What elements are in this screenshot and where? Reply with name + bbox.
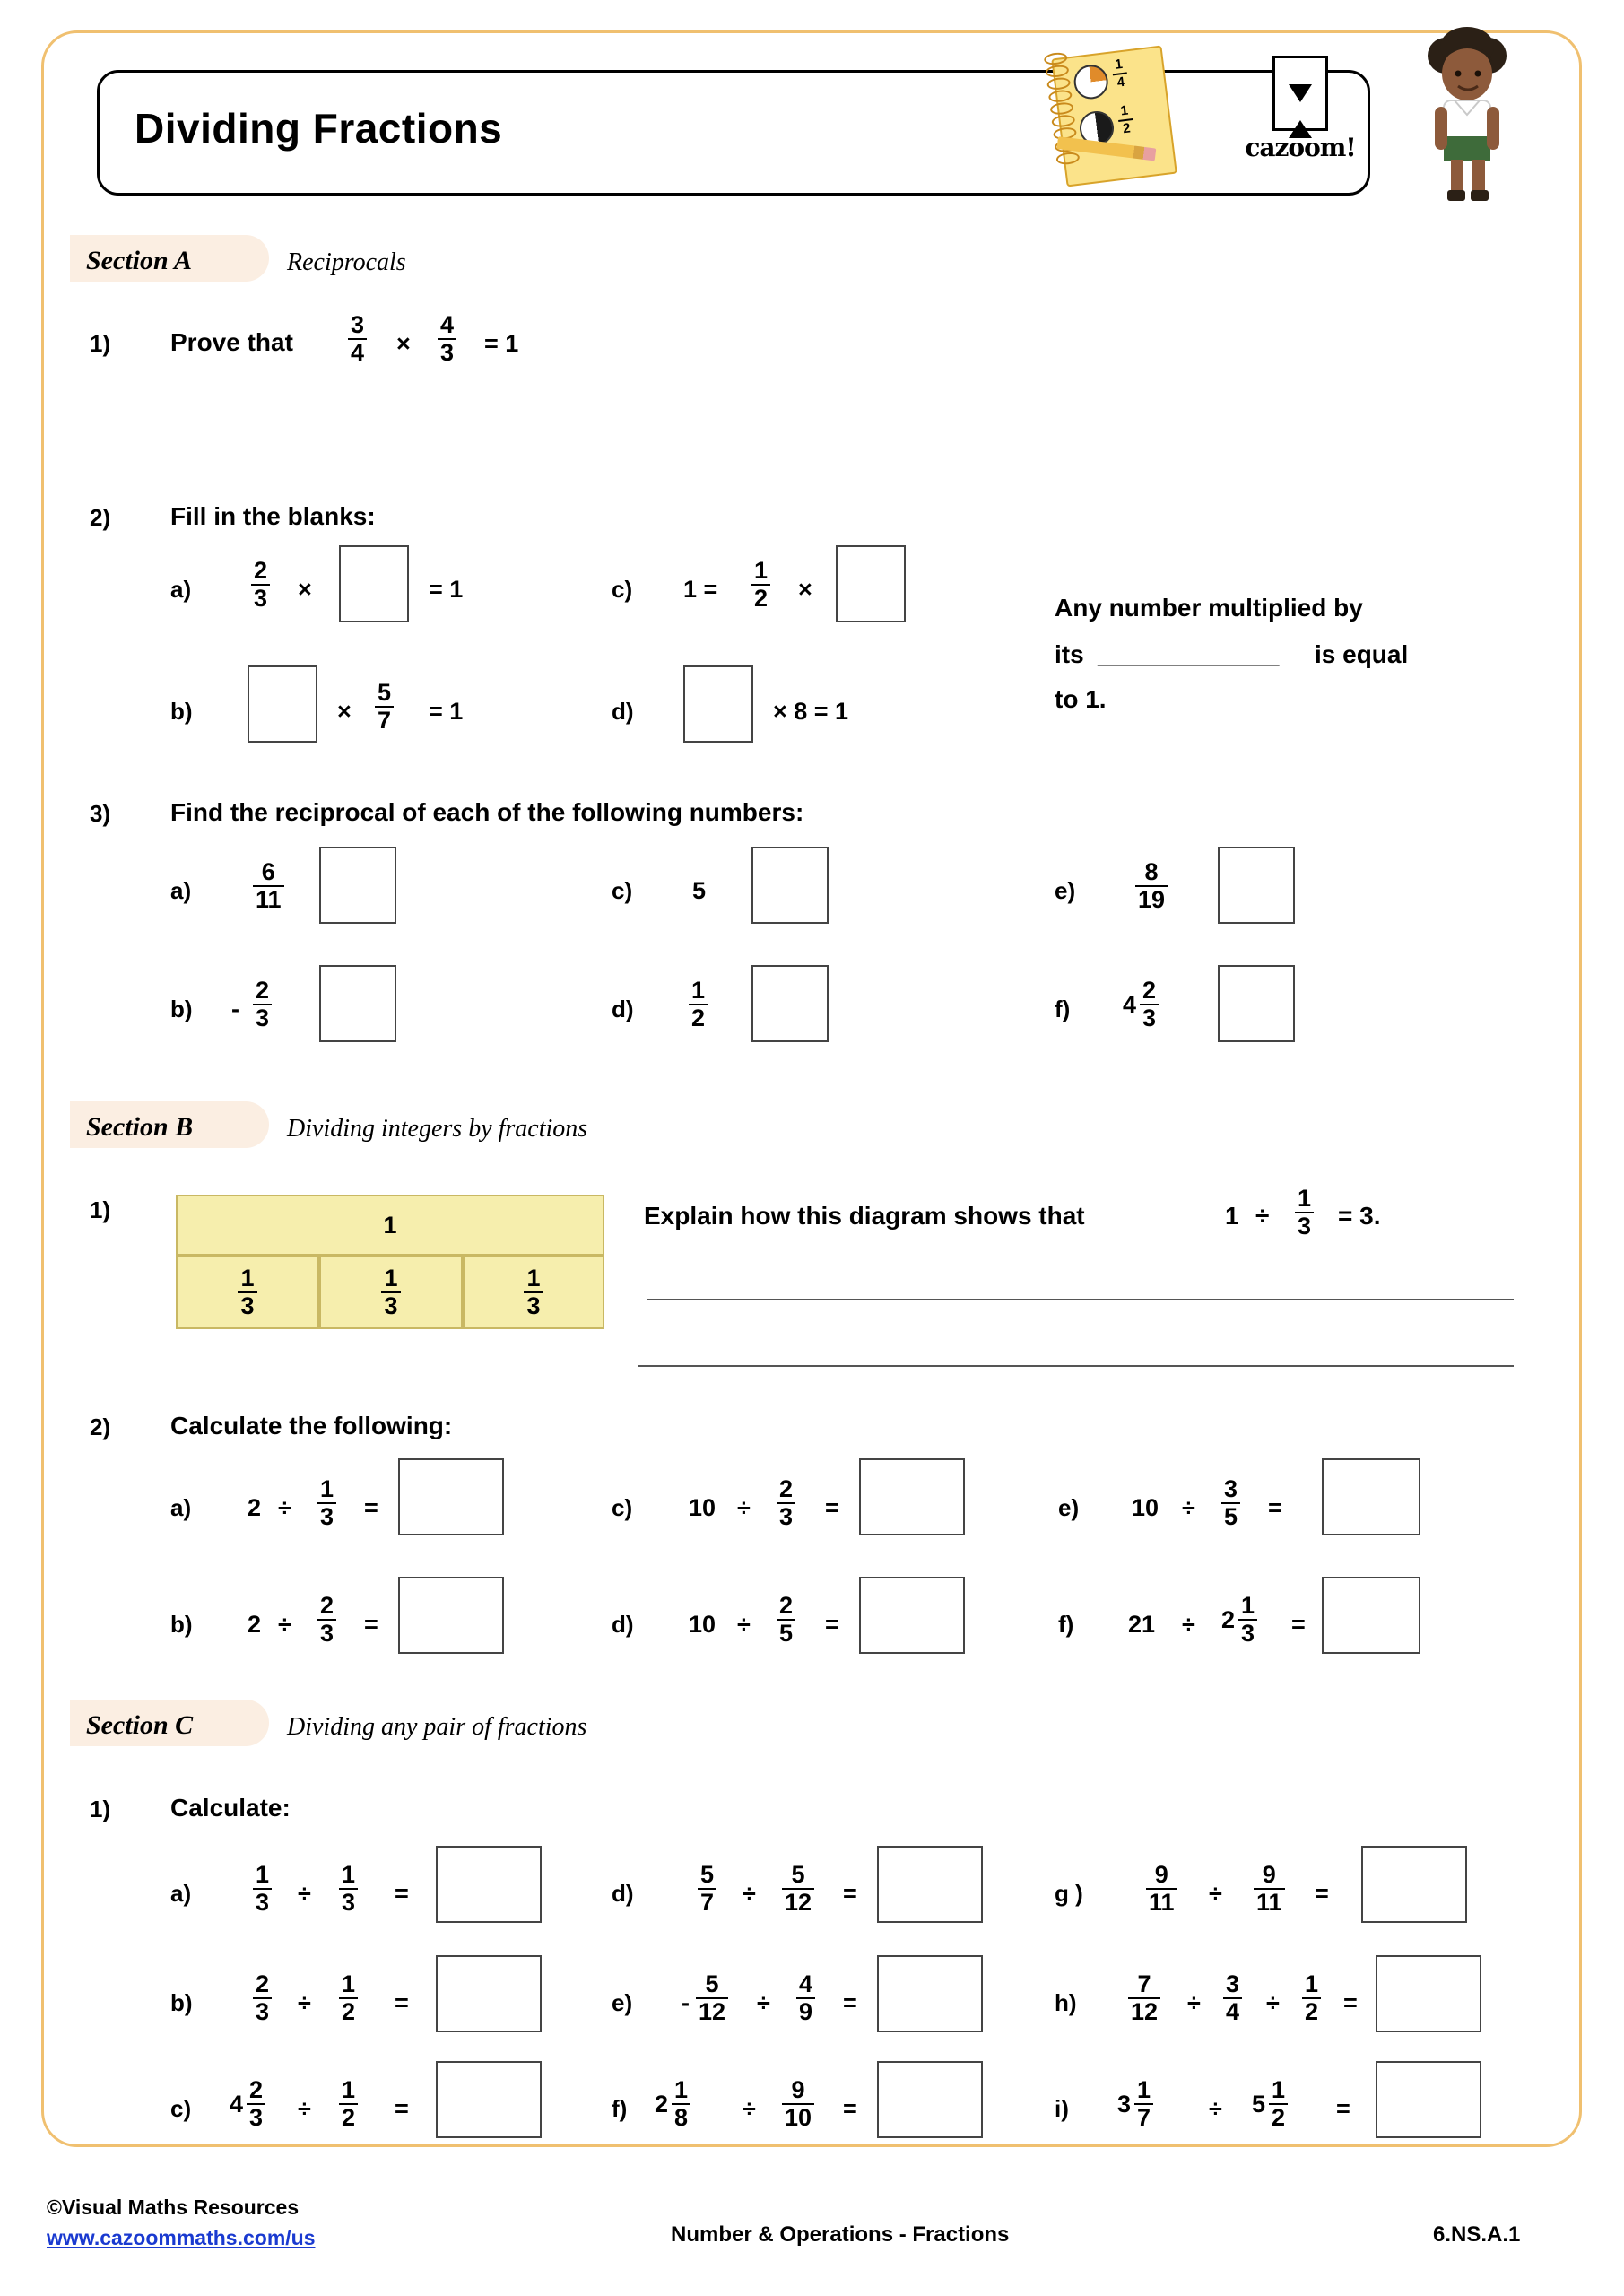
b2e-answer-box[interactable] — [1322, 1458, 1420, 1535]
b2a-fraction: $\frac{1}{3}$ — [317, 1476, 336, 1530]
b2b-letter: b) — [170, 1611, 193, 1638]
b2d-whole: 10 — [689, 1611, 716, 1638]
a1-operator: × — [396, 330, 411, 357]
c1d-operator: ÷ — [743, 1880, 756, 1907]
a2-note-blank[interactable]: _____________ — [1098, 640, 1280, 668]
c1d-answer-box[interactable] — [877, 1846, 983, 1923]
a3b-sign: - — [231, 996, 239, 1022]
a2c-lead: 1 = — [683, 576, 718, 603]
c1b-answer-box[interactable] — [436, 1955, 542, 2032]
b2a-equals: = — [364, 1494, 378, 1521]
section-a-subtitle: Reciprocals — [287, 248, 406, 276]
c1d-equals: = — [843, 1880, 857, 1907]
c1h-fraction-3: $\frac{1}{2}$ — [1302, 1971, 1321, 2025]
b2f-equals: = — [1291, 1611, 1306, 1638]
a3c-answer-box[interactable] — [751, 847, 829, 924]
notepad-fraction-quarter: 1 4 — [1114, 56, 1126, 91]
c1h-fraction-1: $\frac{7}{12}$ — [1128, 1971, 1160, 2025]
a3a-value: $\frac{6}{11}$ — [253, 859, 284, 913]
a2b-answer-box[interactable] — [248, 665, 317, 743]
c1h-fraction-2: $\frac{3}{4}$ — [1223, 1971, 1242, 2025]
a2a-fraction: $\frac{2}{3}$ — [251, 558, 270, 612]
c1g-equals: = — [1315, 1880, 1329, 1907]
a3e-letter: e) — [1055, 877, 1076, 904]
b2f-letter: f) — [1058, 1611, 1074, 1638]
c1i-letter: i) — [1055, 2095, 1069, 2122]
hourglass-icon — [1272, 56, 1328, 131]
c1g-fraction-1: $\frac{9}{11}$ — [1146, 1862, 1177, 1916]
c1g-operator: ÷ — [1209, 1880, 1222, 1907]
a1-equals: = 1 — [484, 330, 519, 357]
c1e-answer-box[interactable] — [877, 1955, 983, 2032]
a3f-answer-box[interactable] — [1218, 965, 1295, 1042]
section-c-label: Section C — [86, 1710, 194, 1740]
c1f-answer-box[interactable] — [877, 2061, 983, 2138]
notepad-icon — [1039, 36, 1181, 189]
a2c-letter: c) — [612, 576, 633, 603]
c1d-letter: d) — [612, 1880, 634, 1907]
footer-standard-code: 6.NS.A.1 — [1433, 2222, 1521, 2247]
b2d-fraction: $\frac{2}{5}$ — [777, 1593, 795, 1647]
a2-note-line1: Any number multiplied by — [1055, 594, 1363, 622]
c1h-answer-box[interactable] — [1376, 1955, 1481, 2032]
b1-prompt-number: 1 — [1225, 1202, 1239, 1230]
footer-website-link[interactable]: www.cazoommaths.com/us — [47, 2226, 316, 2249]
b2b-answer-box[interactable] — [398, 1577, 504, 1654]
a2c-operator: × — [798, 576, 812, 603]
footer-topic: Number & Operations - Fractions — [671, 2222, 1010, 2247]
b2b-equals: = — [364, 1611, 378, 1638]
c1b-fraction-2: $\frac{1}{2}$ — [339, 1971, 358, 2025]
a2-note-line2-pre: its — [1055, 640, 1084, 668]
c1f-letter: f) — [612, 2095, 628, 2122]
c1h-operator-1: ÷ — [1187, 1989, 1201, 2016]
c1c-equals: = — [395, 2095, 409, 2122]
b2f-whole: 21 — [1128, 1611, 1156, 1638]
a3e-answer-box[interactable] — [1218, 847, 1295, 924]
c1h-operator-2: ÷ — [1266, 1989, 1280, 2016]
section-b-subtitle: Dividing integers by fractions — [287, 1115, 588, 1143]
a3d-answer-box[interactable] — [751, 965, 829, 1042]
a2a-operator: × — [298, 576, 312, 603]
a2-note-line3: to 1. — [1055, 685, 1107, 713]
c1f-mixed-number: 2 1 8 — [655, 2077, 690, 2131]
b2c-answer-box[interactable] — [859, 1458, 965, 1535]
b2f-answer-box[interactable] — [1322, 1577, 1420, 1654]
cazoom-logo — [1229, 56, 1372, 172]
c1g-fraction-2: $\frac{9}{11}$ — [1254, 1862, 1285, 1916]
b2a-whole: 2 — [248, 1494, 262, 1521]
c1d-fraction-1: $\frac{5}{7}$ — [698, 1862, 716, 1916]
c1a-equals: = — [395, 1880, 409, 1907]
c1c-letter: c) — [170, 2095, 192, 2122]
a3b-letter: b) — [170, 996, 193, 1022]
b2e-fraction: $\frac{3}{5}$ — [1221, 1476, 1240, 1530]
b2c-letter: c) — [612, 1494, 633, 1521]
a2d-operator: × 8 = 1 — [773, 698, 849, 725]
c1d-fraction-2: $\frac{5}{12}$ — [782, 1862, 814, 1916]
c1g-letter: g ) — [1055, 1880, 1083, 1907]
a2a-answer-box[interactable] — [339, 545, 409, 622]
c1c-mixed-number: 4 2 3 — [230, 2077, 265, 2131]
b2d-equals: = — [825, 1611, 839, 1638]
a2b-tail: = 1 — [429, 698, 464, 725]
question-a1-number: 1) — [90, 330, 111, 357]
c1e-fraction-2: $\frac{4}{9}$ — [796, 1971, 815, 2025]
a3c-letter: c) — [612, 877, 633, 904]
section-a-label: Section A — [86, 246, 193, 275]
c1e-operator: ÷ — [757, 1989, 770, 2016]
b2d-operator: ÷ — [737, 1611, 751, 1638]
b2a-operator: ÷ — [278, 1494, 291, 1521]
diagram-third-2: $\frac{1}{3}$ — [319, 1256, 463, 1329]
c1c-operator: ÷ — [298, 2095, 311, 2122]
a2d-letter: d) — [612, 698, 634, 725]
b2d-letter: d) — [612, 1611, 634, 1638]
b1-prompt-post: = 3. — [1338, 1202, 1381, 1230]
b2b-operator: ÷ — [278, 1611, 291, 1638]
diagram-third-3: $\frac{1}{3}$ — [463, 1256, 604, 1329]
c1e-letter: e) — [612, 1989, 633, 2016]
c1b-fraction-1: $\frac{2}{3}$ — [253, 1971, 272, 2025]
b1-answer-line-1[interactable] — [647, 1299, 1514, 1300]
diagram-third-1: $\frac{1}{3}$ — [176, 1256, 319, 1329]
question-b1-number: 1) — [90, 1196, 111, 1223]
c1a-operator: ÷ — [298, 1880, 311, 1907]
b2e-operator: ÷ — [1182, 1494, 1195, 1521]
question-a3-text: Find the reciprocal of each of the following numbers: — [170, 798, 804, 826]
a3f-letter: f) — [1055, 996, 1071, 1022]
b2a-answer-box[interactable] — [398, 1458, 504, 1535]
c1a-fraction-1: $\frac{1}{3}$ — [253, 1862, 272, 1916]
b1-answer-line-2[interactable] — [638, 1365, 1514, 1367]
a3c-value: 5 — [692, 877, 707, 904]
b2c-operator: ÷ — [737, 1494, 751, 1521]
c1b-operator: ÷ — [298, 1989, 311, 2016]
c1i-operator: ÷ — [1209, 2095, 1222, 2122]
a2b-fraction: $\frac{5}{7}$ — [375, 680, 394, 734]
a1-fraction-1: $\frac{3}{4}$ — [348, 312, 367, 366]
c1e-fraction-1: $\frac{5}{12}$ — [696, 1971, 728, 2025]
c1f-fraction-2: $\frac{9}{10}$ — [782, 2077, 814, 2131]
b2b-fraction: $\frac{2}{3}$ — [317, 1593, 336, 1647]
brand-name: cazoom! — [1245, 133, 1356, 162]
a3a-letter: a) — [170, 877, 192, 904]
b1-prompt-pre: Explain how this diagram shows that — [644, 1202, 1085, 1230]
question-c1-text: Calculate: — [170, 1794, 291, 1822]
a2b-operator: × — [337, 698, 352, 725]
c1f-operator: ÷ — [743, 2095, 756, 2122]
a2c-answer-box[interactable] — [836, 545, 906, 622]
b2c-equals: = — [825, 1494, 839, 1521]
a1-fraction-2: $\frac{4}{3}$ — [438, 312, 456, 366]
notepad-fraction-half: 1 2 — [1119, 102, 1132, 137]
a2-note-line2-post: is equal — [1315, 640, 1409, 668]
a2a-letter: a) — [170, 576, 192, 603]
c1b-letter: b) — [170, 1989, 193, 2016]
b2a-letter: a) — [170, 1494, 192, 1521]
a2b-letter: b) — [170, 698, 193, 725]
c1i-equals: = — [1336, 2095, 1350, 2122]
b2e-letter: e) — [1058, 1494, 1080, 1521]
a3e-value: $\frac{8}{19}$ — [1135, 859, 1168, 913]
question-a2-text: Fill in the blanks: — [170, 502, 376, 530]
c1e-sign: - — [682, 1989, 690, 2016]
question-a1-text: Prove that — [170, 328, 293, 356]
question-a3-number: 3) — [90, 800, 111, 827]
c1i-mixed-1: 3 1 7 — [1117, 2077, 1153, 2131]
b2f-mixed-number: 2 1 3 — [1221, 1593, 1257, 1647]
question-a2-number: 2) — [90, 504, 111, 531]
c1g-answer-box[interactable] — [1361, 1846, 1467, 1923]
question-c1-number: 1) — [90, 1796, 111, 1822]
c1e-equals: = — [843, 1989, 857, 2016]
c1c-fraction-2: $\frac{1}{2}$ — [339, 2077, 358, 2131]
diagram-whole-bar: 1 — [176, 1195, 604, 1256]
a3a-answer-box[interactable] — [319, 847, 396, 924]
b1-prompt-divide: ÷ — [1255, 1202, 1270, 1230]
c1a-fraction-2: $\frac{1}{3}$ — [339, 1862, 358, 1916]
footer-copyright: ©Visual Maths Resources — [47, 2196, 300, 2219]
a3d-value: $\frac{1}{2}$ — [689, 978, 708, 1031]
c1i-mixed-2: 5 1 2 — [1252, 2077, 1288, 2131]
b2c-fraction: $\frac{2}{3}$ — [777, 1476, 795, 1530]
b2b-whole: 2 — [248, 1611, 262, 1638]
b2e-equals: = — [1268, 1494, 1282, 1521]
b2d-answer-box[interactable] — [859, 1577, 965, 1654]
a3b-value: $\frac{2}{3}$ — [253, 978, 272, 1031]
c1h-equals: = — [1343, 1989, 1358, 2016]
c1a-answer-box[interactable] — [436, 1846, 542, 1923]
c1b-equals: = — [395, 1989, 409, 2016]
section-b-label: Section B — [86, 1112, 194, 1142]
student-avatar — [1399, 22, 1533, 210]
section-c-subtitle: Dividing any pair of fractions — [287, 1713, 587, 1741]
c1h-letter: h) — [1055, 1989, 1077, 2016]
a3d-letter: d) — [612, 996, 634, 1022]
c1i-answer-box[interactable] — [1376, 2061, 1481, 2138]
page-title: Dividing Fractions — [135, 105, 503, 152]
c1c-answer-box[interactable] — [436, 2061, 542, 2138]
a3b-answer-box[interactable] — [319, 965, 396, 1042]
b2f-operator: ÷ — [1182, 1611, 1195, 1638]
a3f-value: 4 2 3 — [1123, 978, 1159, 1031]
a2a-tail: = 1 — [429, 576, 464, 603]
question-b2-text: Calculate the following: — [170, 1412, 453, 1439]
b1-prompt-fraction: $\frac{1}{3}$ — [1295, 1186, 1314, 1239]
b2e-whole: 10 — [1132, 1494, 1159, 1521]
b2c-whole: 10 — [689, 1494, 716, 1521]
c1f-equals: = — [843, 2095, 857, 2122]
question-b2-number: 2) — [90, 1413, 111, 1440]
c1a-letter: a) — [170, 1880, 192, 1907]
a2c-fraction: $\frac{1}{2}$ — [751, 558, 770, 612]
a2d-answer-box[interactable] — [683, 665, 753, 743]
